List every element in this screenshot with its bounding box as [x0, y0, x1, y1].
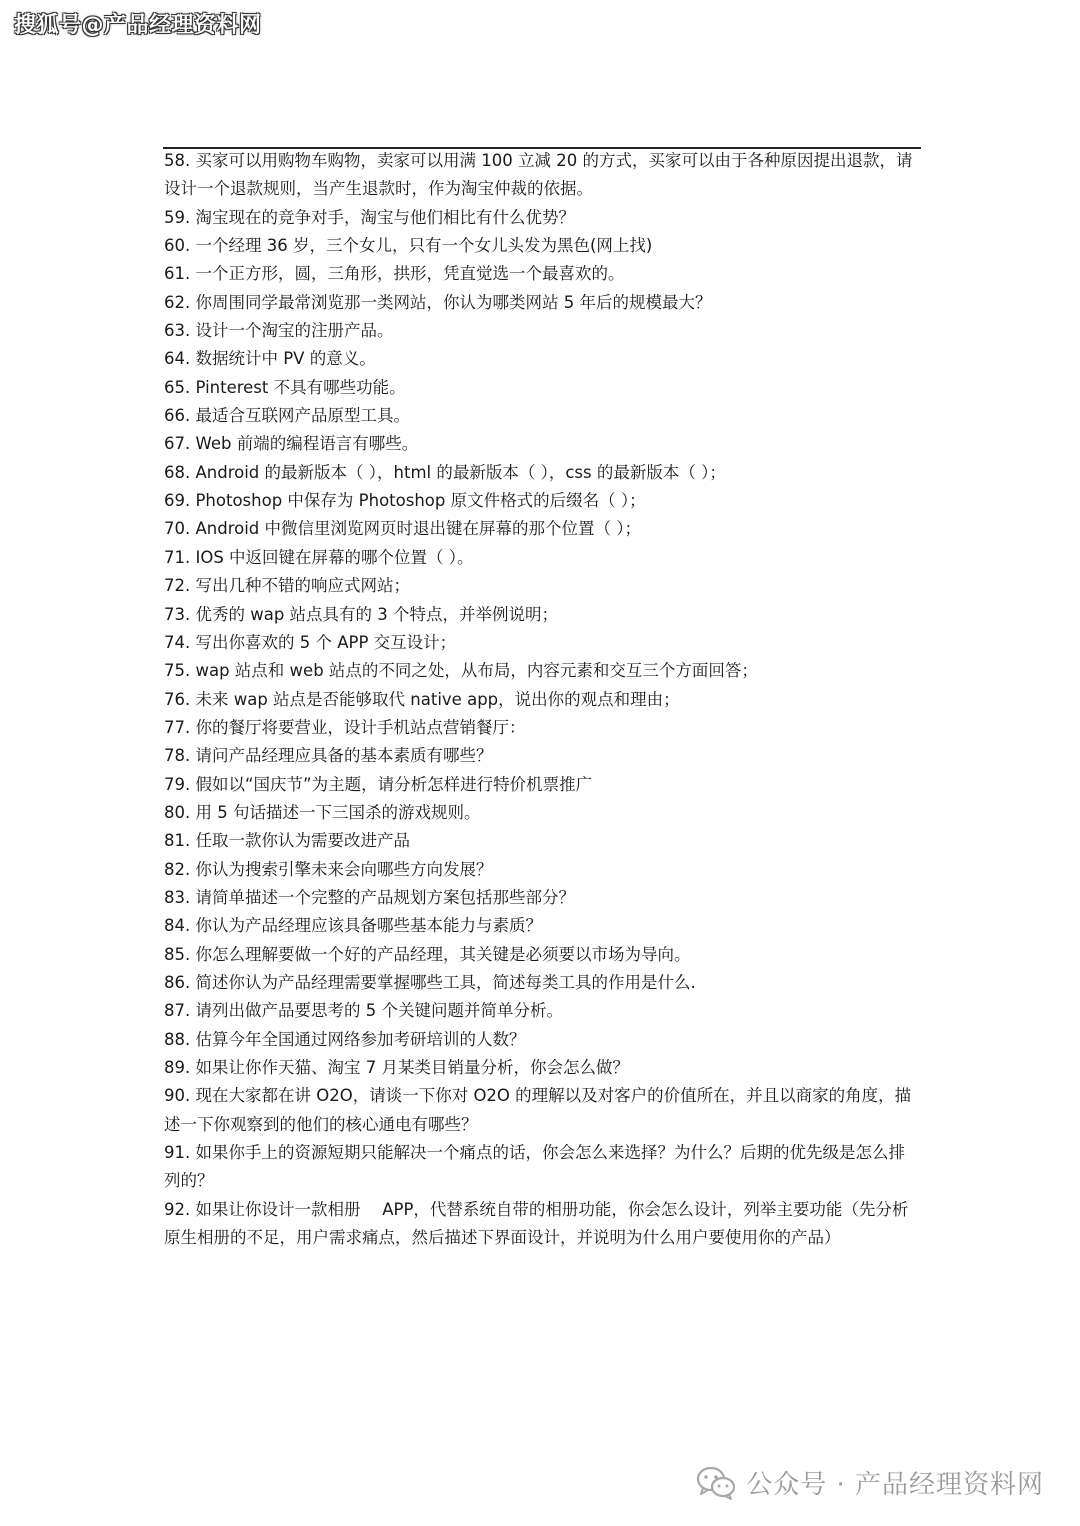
- question-item: 82. 你认为搜索引擎未来会向哪些方向发展？: [164, 859, 493, 879]
- question-item: 78. 请问产品经理应具备的基本素质有哪些？: [164, 746, 493, 766]
- wechat-watermark-text: 公众号 · 产品经理资料网: [746, 1470, 1044, 1500]
- question-item: 86. 简述你认为产品经理需要掌握哪些工具，简述每类工具的作用是什么.: [164, 972, 696, 992]
- question-item: 58. 买家可以用购物车购物，卖家可以用满 100 立减 20 的方式，买家可以由于各种原因提出退款，请设计一个退款规则，当产生退款时，作为淘宝仲裁的依据。: [164, 151, 913, 199]
- question-item: 59. 淘宝现在的竞争对手，淘宝与他们相比有什么优势？: [164, 207, 575, 227]
- question-item: 70. Android 中微信里浏览网页时退出键在屏幕的那个位置（ ）；: [164, 519, 642, 539]
- question-item: 77. 你的餐厅将要营业，设计手机站点营销餐厅：: [164, 717, 526, 737]
- question-list: [164, 147, 920, 1252]
- question-item: 88. 估算今年全国通过网络参加考研培训的人数？: [164, 1029, 526, 1049]
- question-item: 79. 假如以“国庆节”为主题，请分析怎样进行特价机票推广: [164, 774, 593, 794]
- wechat-icon: [696, 1466, 736, 1500]
- question-list-container: [164, 147, 920, 1252]
- question-item: 85. 你怎么理解要做一个好的产品经理，其关键是必须要以市场为导向。: [164, 944, 691, 964]
- wechat-watermark: [696, 1464, 1044, 1501]
- question-item: 76. 未来 wap 站点是否能够取代 native app，说出你的观点和理由；: [164, 689, 680, 709]
- question-item: 81. 任取一款你认为需要改进产品: [164, 831, 410, 851]
- question-item: 84. 你认为产品经理应该具备哪些基本能力与素质？: [164, 916, 542, 936]
- question-item: 64. 数据统计中 PV 的意义。: [164, 349, 376, 369]
- question-item: 87. 请列出做产品要思考的 5 个关键问题并简单分析。: [164, 1001, 563, 1021]
- sohu-watermark: 搜狐号@产品经理资料网: [14, 13, 262, 38]
- question-item: 80. 用 5 句话描述一下三国杀的游戏规则。: [164, 802, 481, 822]
- question-item: 67. Web 前端的编程语言有哪些。: [164, 434, 419, 454]
- question-item: 66. 最适合互联网产品原型工具。: [164, 406, 410, 426]
- question-item: 75. wap 站点和 web 站点的不同之处，从布局，内容元素和交互三个方面回答；: [164, 661, 758, 681]
- question-item: 71. IOS 中返回键在屏幕的哪个位置（ ）。: [164, 547, 474, 567]
- question-item: 63. 设计一个淘宝的注册产品。: [164, 321, 394, 341]
- question-item: 90. 现在大家都在讲 O2O，请谈一下你对 O2O 的理解以及对客户的价值所在，并且以商家的角度，描述一下你观察到的他们的核心通电有哪些？: [164, 1086, 912, 1134]
- question-item: 60. 一个经理 36 岁，三个女儿，只有一个女儿头发为黑色(网上找): [164, 236, 653, 256]
- question-item: 65. Pinterest 不具有哪些功能。: [164, 377, 406, 397]
- question-item: 62. 你周围同学最常浏览那一类网站，你认为哪类网站 5 年后的规模最大？: [164, 292, 712, 312]
- question-item: 83. 请简单描述一个完整的产品规划方案包括那些部分？: [164, 887, 575, 907]
- question-item: 68. Android 的最新版本（ ），html 的最新版本（ ），css 的最新版本（ ）；: [164, 462, 726, 482]
- question-item: 61. 一个正方形，圆，三角形，拱形，凭直觉选一个最喜欢的。: [164, 264, 625, 284]
- question-item: 73. 优秀的 wap 站点具有的 3 个特点，并举例说明；: [164, 604, 559, 624]
- question-item: 74. 写出你喜欢的 5 个 APP 交互设计；: [164, 632, 457, 652]
- question-item: 89. 如果让你作天猫、淘宝 7 月某类目销量分析，你会怎么做？: [164, 1058, 629, 1077]
- question-item: 92. 如果让你设计一款相册 APP，代替系统自带的相册功能，你会怎么设计，列举主要功能（先分析原生相册的不足，用户需求痛点，然后描述下界面设计，并说明为什么用户要使用你的产品）: [164, 1199, 909, 1248]
- question-item: 69. Photoshop 中保存为 Photoshop 原文件格式的后缀名（ ）；: [164, 491, 646, 511]
- question-item: 72. 写出几种不错的响应式网站；: [164, 576, 410, 596]
- question-item: 91. 如果你手上的资源短期只能解决一个痛点的话，你会怎么来选择？为什么？后期的优先级是怎么排列的？: [164, 1143, 905, 1191]
